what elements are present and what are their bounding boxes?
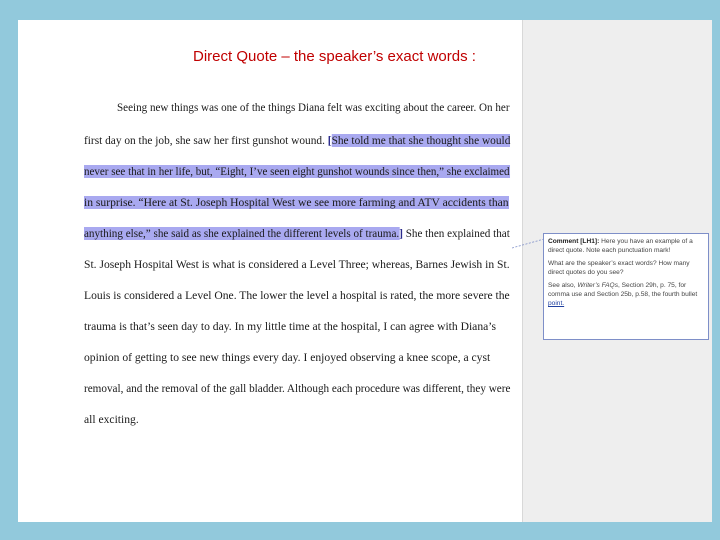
paragraph-line [84, 195, 509, 211]
comment-paragraph [548, 237, 704, 256]
paragraph-line [117, 100, 510, 116]
comment-bracket-close: ] [399, 227, 403, 240]
line-text: She then explained that [402, 227, 510, 240]
comment-text: Here you have an example of a direct quote. Note each punctuation mark! [548, 238, 693, 255]
paragraph-line [84, 226, 510, 242]
highlighted-quote[interactable]: never see that in her life, but, “Eight, I’ve seen eight gunshot wounds since then,” she exclaimed [84, 165, 510, 178]
line-text: opinion of getting to see new things every day. I enjoyed observing a knee scope, a cyst [84, 351, 491, 364]
highlighted-quote[interactable]: She told me that she thought she would [331, 134, 511, 147]
line-text: first day on the job, she saw her first gunshot wound. [84, 134, 328, 147]
comment-text: What are the speaker’s exact words? How many direct quotes do you see? [548, 259, 690, 277]
line-text: trauma is that’s seen day to day. In my little time at the hospital, I can agree with Diana’s [84, 320, 496, 333]
comment-connector-line [512, 236, 546, 250]
paragraph-line [84, 381, 510, 397]
comment-paragraph [548, 259, 704, 278]
paragraph-line [84, 164, 510, 180]
paragraph-line [84, 319, 496, 335]
paragraph-line [84, 257, 510, 273]
paragraph-line [84, 133, 510, 149]
line-text: all exciting. [84, 413, 139, 426]
comment-text: See also, [548, 281, 578, 289]
comment-bracket-open: [ [327, 134, 332, 147]
comment-paragraph [548, 281, 704, 309]
highlighted-quote[interactable]: anything else,” she said as she explained the different levels of trauma. [84, 227, 400, 240]
comment-balloon[interactable] [543, 233, 709, 340]
line-text: St. Joseph Hospital West is what is considered a Level Three; whereas, Barnes Jewish in St. [84, 258, 510, 271]
comment-book-title: Writer’s FAQs [577, 281, 618, 289]
line-text: Louis is considered a Level One. The lower the level a hospital is rated, the more severe the [84, 289, 510, 302]
comment-link[interactable]: point. [548, 300, 565, 308]
paragraph-line [84, 350, 490, 366]
comment-text: , Section 29h, p. 75, for comma use and Section 25b, p.58, the fourth bullet [548, 281, 698, 299]
comment-author: Comment [LH1]: [548, 238, 600, 245]
highlighted-quote[interactable]: in surprise. “Here at St. Joseph Hospital West we see more farming and ATV accidents than [84, 196, 509, 209]
line-text: removal, and the removal of the gall bladder. Although each procedure was different, they were [84, 382, 511, 395]
slide-heading: Direct Quote – the speaker’s exact words : [193, 48, 476, 65]
paragraph-line [84, 288, 510, 304]
line-text: Seeing new things was one of the things Diana felt was exciting about the career. On her [117, 101, 510, 114]
paragraph-line [84, 412, 139, 428]
